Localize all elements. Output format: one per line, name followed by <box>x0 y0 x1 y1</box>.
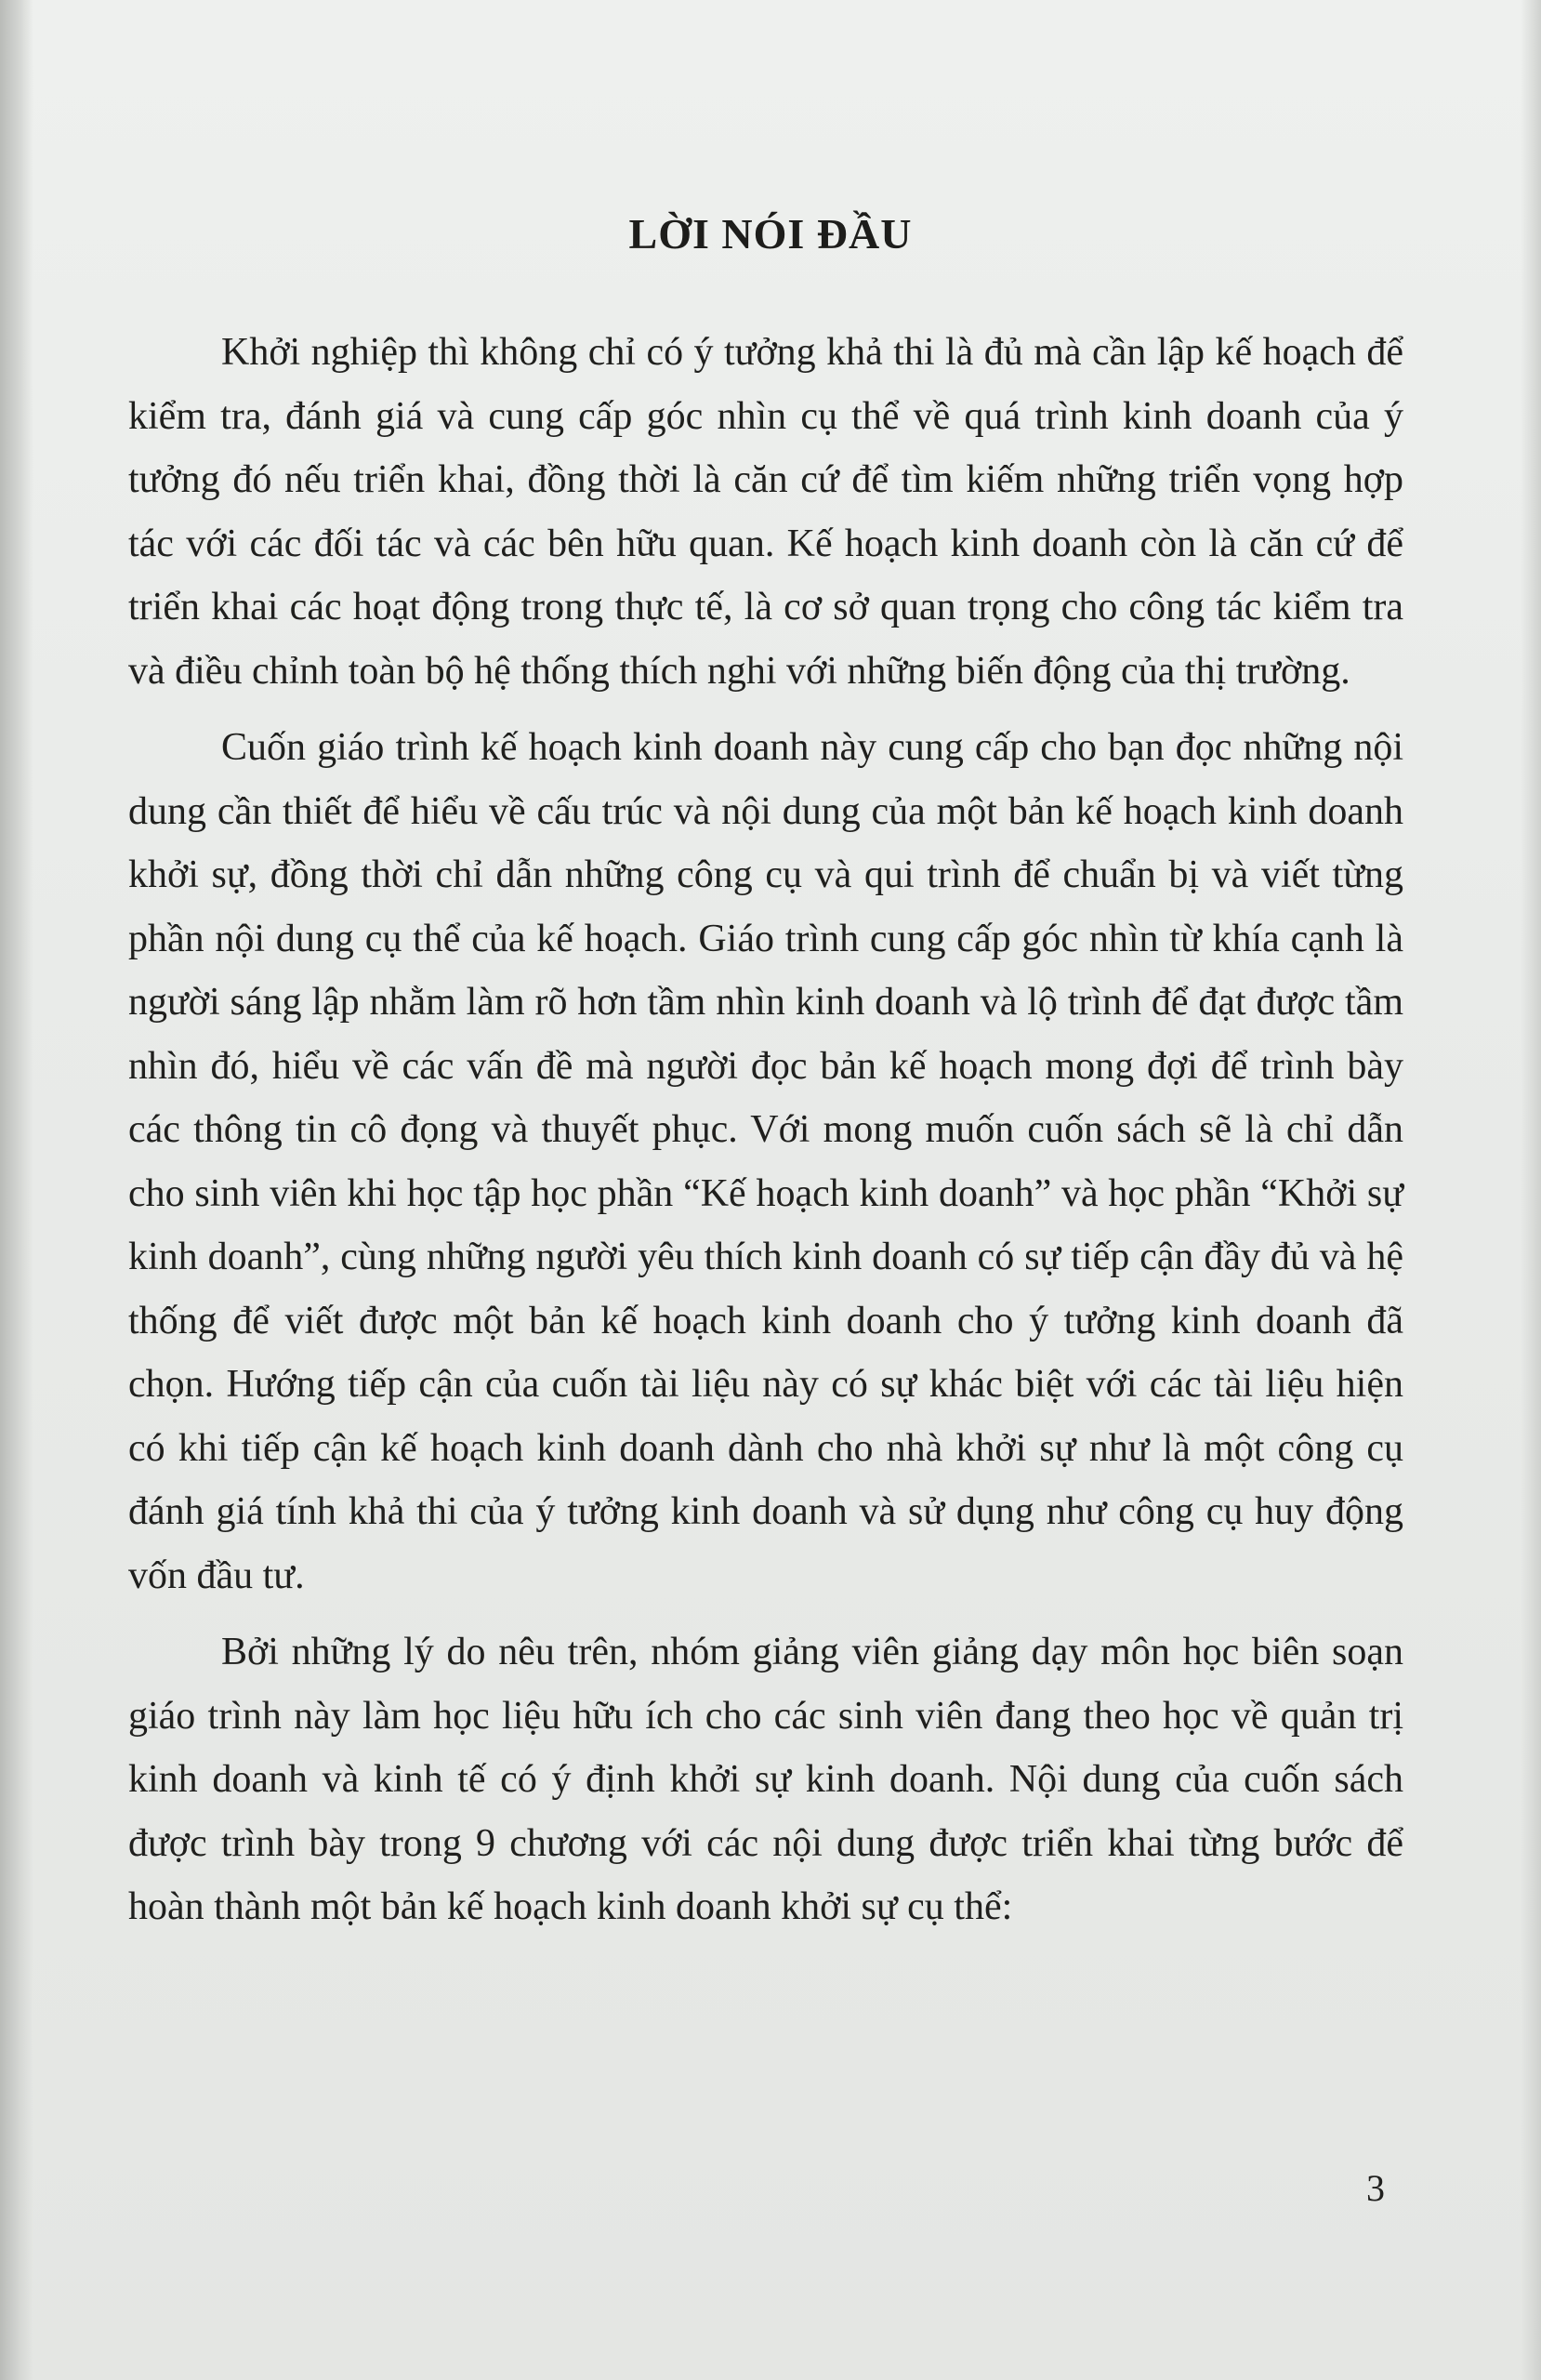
page-number: 3 <box>1366 2167 1385 2209</box>
paragraph-3: Bởi những lý do nêu trên, nhóm giảng viên giảng dạy môn học biên soạn giáo trình này làm học liệu hữu ích cho các sinh viên đang theo học về quản trị kinh doanh và kinh tế có ý định khởi sự kinh doanh. Nội dung của cuốn sách được trình bày trong 9 chương với các nội dung được triển khai từng bước để hoàn thành một bản kế hoạch kinh doanh khởi sự cụ thể: <box>128 1631 1403 1928</box>
body-text <box>128 321 1403 1952</box>
paragraph-2: Cuốn giáo trình kế hoạch kinh doanh này cung cấp cho bạn đọc những nội dung cần thiết để hiểu về cấu trúc và nội dung của một bản kế hoạch kinh doanh khởi sự, đồng thời chỉ dẫn những công cụ và qui trình để chuẩn bị và viết từng phần nội dung cụ thể của kế hoạch. Giáo trình cung cấp góc nhìn từ khía cạnh là người sáng lập nhằm làm rõ hơn tầm nhìn kinh doanh và lộ trình để đạt được tầm nhìn đó, hiểu về các vấn đề mà người đọc bản kế hoạch mong đợi để trình bày các thông tin cô đọng và thuyết phục. Với mong muốn cuốn sách sẽ là chỉ dẫn cho sinh viên khi học tập học phần “Kế hoạch kinh doanh” và học phần “Khởi sự kinh doanh”, cùng những người yêu thích kinh doanh có sự tiếp cận đầy đủ và hệ thống để viết được một bản kế hoạch kinh doanh cho ý tưởng kinh doanh đã chọn. Hướng tiếp cận của cuốn tài liệu này có sự khác biệt với các tài liệu hiện có khi tiếp cận kế hoạch kinh doanh dành cho nhà khởi sự như là một công cụ đánh giá tính khả thi của ý tưởng kinh doanh và sử dụng như công cụ huy động vốn đầu tư. <box>128 726 1403 1597</box>
paragraph-1: Khởi nghiệp thì không chỉ có ý tưởng khả thi là đủ mà cần lập kế hoạch để kiểm tra, đánh giá và cung cấp góc nhìn cụ thể về quá trình kinh doanh của ý tưởng đó nếu triển khai, đồng thời là căn cứ để tìm kiếm những triển vọng hợp tác với các đối tác và các bên hữu quan. Kế hoạch kinh doanh còn là căn cứ để triển khai các hoạt động trong thực tế, là cơ sở quan trọng cho công tác kiểm tra và điều chỉnh toàn bộ hệ thống thích nghi với những biến động của thị trường. <box>128 331 1403 693</box>
page-gutter-shadow <box>0 0 33 2380</box>
page-heading: LỜI NÓI ĐẦU <box>628 210 913 258</box>
page-edge <box>1521 0 1541 2380</box>
